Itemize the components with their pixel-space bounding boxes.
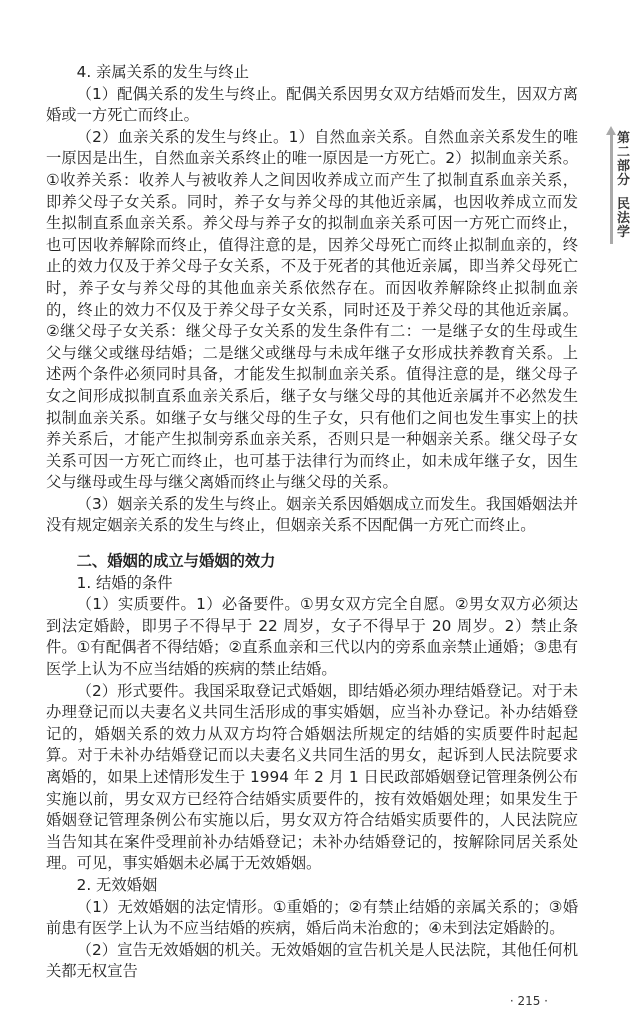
paragraph: （2）形式要件。我国采取登记式婚姻，即结婚必须办理结婚登记。对于未办理登记而以夫妻名义共同生活形成的事实婚姻，应当补办登记。补办结婚登记的，婚姻关系的效力从双方均符合婚姻法所规定的结婚的实质要件时起起算。对于未补办结婚登记而以夫妻名义共同生活的男女，起诉到人民法院要求离婚的，如果上述情形发生于 1994 年 2 月 1 日民政部婚姻登记管理条例公布实施以前，男女双方已经符合结婚实质要件的，按有效婚姻处理；如果发生于婚姻登记管理条例公布实施以后，男女双方符合结婚实质要件的，人民法院应当告知其在案件受理前补办结婚登记；未补办结婚登记的，按解除同居关系处理。可见，事实婚姻未必属于无效婚姻。 (46, 681, 578, 873)
paragraph: （1）配偶关系的发生与终止。配偶关系因男女双方结婚而发生，因双方离婚或一方死亡而终止。 (46, 84, 578, 125)
side-tab-part: 第二部分 (617, 131, 631, 188)
paragraph: （3）姻亲关系的发生与终止。姻亲关系因婚姻成立而发生。我国婚姻法并没有规定姻亲关系的发生与终止，但姻亲关系不因配偶一方死亡而终止。 (46, 494, 578, 535)
paragraph: （2）血亲关系的发生与终止。1）自然血亲关系。自然血亲关系发生的唯一原因是出生，自然血亲关系终止的唯一原因是一方死亡。2）拟制血亲关系。①收养关系：收养人与被收养人之间因收养成立而产生了拟制直系血亲关系，即养父母子女关系。同时，养子女与养父母的其他近亲属，也因收养成立而发生拟制直系血亲关系。养父母与养子女的拟制血亲关系可因一方死亡而终止，也可因收养解除而终止，值得注意的是，因养父母死亡而终止拟制血亲的，终止的效力仅及于养父母子女关系，不及于死者的其他近亲属，即当养父母死亡时，养子女与养父母的其他血亲关系依然存在。而因收养解除终止拟制血亲的，终止的效力不仅及于养父母子女关系，同时还及于养父母的其他近亲属。②继父母子女关系：继父母子女关系的发生条件有二：一是继子女的生母或生父与继父或继母结婚；二是继父或继母与未成年继子女形成扶养教育关系。上述两个条件必须同时具备，才能发生拟制血亲关系。值得注意的是，继父母子女之间形成拟制直系血亲关系后，继子女与继父母的其他近亲属并不必然发生拟制血亲关系。如继子女与继父母的生子女，只有他们之间也发生事实上的扶养关系后，才能产生拟制旁系血亲关系，否则只是一种姻亲关系。继父母子女关系可因一方死亡而终止，也可基于法律行为而终止，如未成年继子女，因生父与继母或生母与继父离婚而终止与继父母的关系。 (46, 127, 578, 492)
paragraph: （1）实质要件。1）必备要件。①男女双方完全自愿。②男女双方必须达到法定婚龄，即男子不得早于 22 周岁，女子不得早于 20 周岁。2）禁止条件。①有配偶者不得结婚；②直系血亲和三代以内的旁系血亲禁止通婚；③患有医学上认为不应当结婚的疾病的禁止结婚。 (46, 595, 578, 679)
paragraph: （2）宣告无效婚姻的机关。无效婚姻的宣告机关是人民法院，其他任何机关都无权宣告 (46, 940, 578, 981)
side-tab-bar (610, 134, 613, 244)
page-body (46, 62, 578, 1009)
part-side-tab (606, 126, 640, 256)
side-tab-subject: 民法学 (617, 197, 631, 240)
paragraph: （1）无效婚姻的法定情形。①重婚的；②有禁止结婚的亲属关系的；③婚前患有医学上认为不应当结婚的疾病，婚后尚未治愈的；④未到法定婚龄的。 (46, 897, 578, 938)
section-heading: 二、婚姻的成立与婚姻的效力 (76, 552, 276, 571)
subsection-heading: 4. 亲属关系的发生与终止 (76, 63, 250, 81)
subsection-heading: 1. 结婚的条件 (76, 573, 173, 592)
page-number: · 215 · (509, 993, 548, 1008)
subsection-heading: 2. 无效婚姻 (76, 875, 158, 894)
